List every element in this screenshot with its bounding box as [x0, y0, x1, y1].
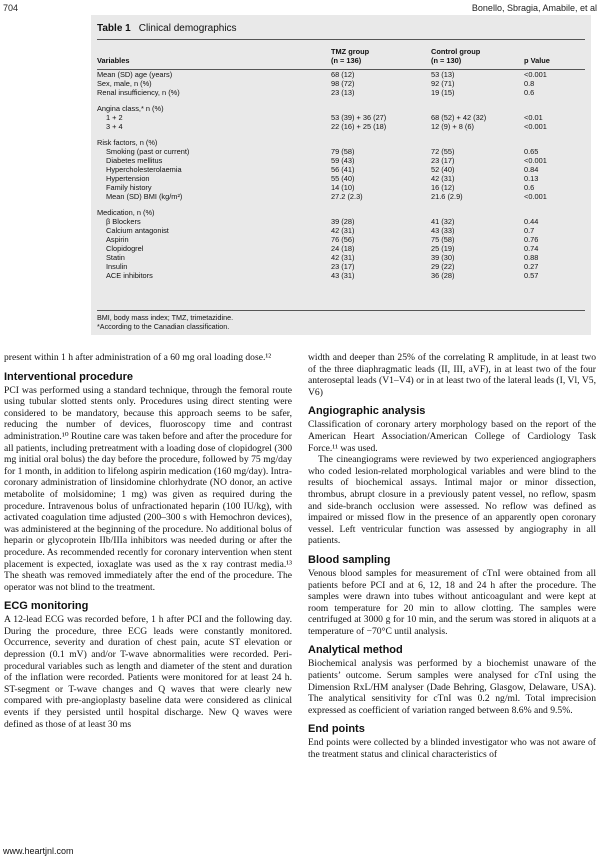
cell-control: 52 (40) — [431, 165, 455, 174]
cell-p-value: 0.76 — [524, 235, 539, 244]
cell-p-value: <0.001 — [524, 122, 547, 131]
cell-p-value: 0.13 — [524, 174, 539, 183]
cell-control: 12 (9) + 8 (6) — [431, 122, 474, 131]
table-title — [97, 23, 237, 34]
cell-tmz: 55 (40) — [331, 174, 355, 183]
table-footer-rule — [97, 310, 585, 311]
section-heading: Blood sampling — [308, 553, 391, 566]
cell-p-value: 0.8 — [524, 79, 535, 88]
cell-tmz: 79 (58) — [331, 147, 355, 156]
cell-control: 92 (71) — [431, 79, 455, 88]
section-heading: Interventional procedure — [4, 370, 133, 383]
cell-tmz: 76 (56) — [331, 235, 355, 244]
cell-control: 42 (31) — [431, 174, 455, 183]
cell-variable: Renal insufficiency, n (%) — [97, 88, 180, 97]
table-row — [97, 156, 585, 165]
cell-p-value: 0.84 — [524, 165, 539, 174]
cell-variable: Aspirin — [106, 235, 129, 244]
cell-tmz: 59 (43) — [331, 156, 355, 165]
cell-variable: Angina class,* n (%) — [97, 104, 164, 113]
cell-p-value: 0.74 — [524, 244, 539, 253]
cell-variable: Hypertension — [106, 174, 150, 183]
cell-control: 53 (13) — [431, 70, 455, 79]
header-control-group — [431, 47, 480, 65]
cell-p-value: 0.6 — [524, 183, 535, 192]
left-text-column — [4, 352, 292, 730]
cell-control: 36 (28) — [431, 271, 455, 280]
table-note-angina: *According to the Canadian classification. — [97, 322, 230, 331]
cell-variable: Insulin — [106, 262, 128, 271]
cell-control: 41 (32) — [431, 217, 455, 226]
table-row — [97, 113, 585, 122]
cell-tmz: 98 (72) — [331, 79, 355, 88]
body-paragraph: End points were collected by a blinded investigator who was not aware of the treatment status and clinical characteristics of — [308, 737, 596, 761]
cell-tmz: 14 (10) — [331, 183, 355, 192]
table-row — [97, 226, 585, 235]
cell-tmz: 22 (16) + 25 (18) — [331, 122, 387, 131]
body-paragraph: present within 1 h after administration of a 60 mg oral loading dose.¹² — [4, 352, 272, 363]
cell-p-value: 0.27 — [524, 262, 539, 271]
cell-p-value: <0.001 — [524, 70, 547, 79]
header-variables: Variables — [97, 56, 130, 65]
cell-variable: Statin — [106, 253, 125, 262]
table-row — [97, 183, 585, 192]
page-number: 704 — [3, 3, 19, 13]
table-row — [97, 262, 585, 271]
table-row — [97, 244, 585, 253]
cell-variable: Mean (SD) BMI (kg/m²) — [106, 192, 183, 201]
cell-tmz: 53 (39) + 36 (27) — [331, 113, 387, 122]
cell-tmz: 24 (18) — [331, 244, 355, 253]
cell-control: 68 (52) + 42 (32) — [431, 113, 487, 122]
right-text-column — [308, 352, 596, 761]
cell-control: 75 (58) — [431, 235, 455, 244]
journal-url: www.heartjnl.com — [3, 846, 74, 856]
cell-variable: 3 + 4 — [106, 122, 123, 131]
table-row — [97, 192, 585, 201]
table-label: Table 1 — [97, 23, 131, 34]
section-heading: End points — [308, 723, 365, 736]
cell-tmz: 42 (31) — [331, 226, 355, 235]
cell-tmz: 68 (12) — [331, 70, 355, 79]
header-tmz-title: TMZ group — [331, 47, 370, 56]
running-head: Bonello, Sbragia, Amabile, et al — [471, 3, 597, 13]
cell-p-value: <0.001 — [524, 156, 547, 165]
cell-control: 16 (12) — [431, 183, 455, 192]
cell-tmz: 56 (41) — [331, 165, 355, 174]
body-paragraph: PCI was performed using a standard technique, through the femoral route using tubular slotted stents only. Procedures using direct stenting were considered to be mandatory, because this approach seems to be safer, reducing the number of devices, fluoroscopy time and contrast administration.¹⁰ Routine care was taken before and after the procedure for all patients, including pretreatment with a loading dose of clopidogrel (300 mg initial oral bolus) the day before the procedure, followed by 75 mg/day for 1 month, in addition to lifelong aspirin medication (160 mg/day). Intra-coronary administration of linsidomine chlorhydrate (NO donor, an active metabolite of molsidomine; 1 mg) was given as required during the procedure. Intravenous bolus of unfractionated heparin (100 IU/kg), with activated coagulation time adjusted (200–300 s with Hemochron devices), was administered at the beginning of the procedure. No additional bolus of heparin or glycoprotein IIb/IIIa inhibitors was needed during or after the procedure. As recommended recently for coronary intervention when stent placement is expected, ioxaglate was used as the x ray contrast media.¹³ The sheath was removed immediately after the end of the procedure. The operator was not blind to the treatment. — [4, 384, 292, 593]
table-1 — [91, 15, 591, 335]
cell-tmz: 23 (17) — [331, 262, 355, 271]
cell-tmz: 39 (28) — [331, 217, 355, 226]
cell-p-value: <0.001 — [524, 192, 547, 201]
table-row — [97, 70, 585, 79]
header-control-n: (n = 130) — [431, 56, 462, 65]
section-heading: ECG monitoring — [4, 600, 89, 613]
cell-variable: β Blockers — [106, 217, 141, 226]
table-row — [97, 147, 585, 156]
table-row — [97, 122, 585, 131]
table-row — [97, 253, 585, 262]
table-section-row — [97, 104, 585, 113]
cell-p-value: 0.7 — [524, 226, 535, 235]
section-heading: Angiographic analysis — [308, 405, 426, 418]
header-tmz-group — [331, 47, 369, 65]
table-row — [97, 235, 585, 244]
body-paragraph: Classification of coronary artery morphology based on the report of the American Heart Association/American College of Cardiology Task Force.¹¹ was used. — [308, 419, 596, 454]
cell-p-value: 0.44 — [524, 217, 539, 226]
header-tmz-n: (n = 136) — [331, 56, 362, 65]
table-row — [97, 217, 585, 226]
table-row — [97, 79, 585, 88]
cell-variable: Calcium antagonist — [106, 226, 169, 235]
cell-variable: Diabetes mellitus — [106, 156, 163, 165]
cell-variable: ACE inhibitors — [106, 271, 153, 280]
cell-control: 21.6 (2.9) — [431, 192, 463, 201]
cell-control: 29 (22) — [431, 262, 455, 271]
body-paragraph: Venous blood samples for measurement of cTnI were obtained from all patients before PCI and at 6, 12, 18 and 24 h after the procedure. The samples were drawn into tubes without anticoagulant and were kept at room temperature for 20 min to allow clotting. The samples were centrifuged at 3000 g for 10 min, and the serum was stored in aliquots at a temperature of −70°C until analysis. — [308, 567, 596, 637]
table-note-abbrev: BMI, body mass index; TMZ, trimetazidine. — [97, 313, 234, 322]
cell-variable: Family history — [106, 183, 152, 192]
cell-tmz: 43 (31) — [331, 271, 355, 280]
header-control-title: Control group — [431, 47, 481, 56]
header-p-value: p Value — [524, 56, 550, 65]
cell-p-value: 0.65 — [524, 147, 539, 156]
cell-control: 19 (15) — [431, 88, 455, 97]
table-row — [97, 165, 585, 174]
cell-control: 25 (19) — [431, 244, 455, 253]
cell-control: 39 (30) — [431, 253, 455, 262]
cell-p-value: 0.88 — [524, 253, 539, 262]
body-paragraph: Biochemical analysis was performed by a biochemist unaware of the patients’ outcome. Serum samples were analysed for cTnI using the Dimension RxL/HM analyser (Dade Behring, Glasgow, Delaware, USA). The analytical sensitivity for cTnI was 0.2 ng/ml. Total imprecision expressed as coefficient of variation ranged between 8.6% and 9.5%. — [308, 658, 596, 716]
cell-variable: Sex, male, n (%) — [97, 79, 152, 88]
cell-control: 72 (55) — [431, 147, 455, 156]
table-section-row — [97, 138, 585, 147]
cell-variable: Mean (SD) age (years) — [97, 70, 173, 79]
cell-tmz: 27.2 (2.3) — [331, 192, 363, 201]
cell-p-value: <0.01 — [524, 113, 543, 122]
cell-control: 43 (33) — [431, 226, 455, 235]
table-caption: Clinical demographics — [138, 23, 237, 34]
cell-p-value: 0.6 — [524, 88, 535, 97]
body-paragraph: width and deeper than 25% of the correlating R amplitude, in at least two of the three diaphragmatic leads (II, III, aVF), in at least two of the four anteroseptal leads (V1–V4) or in at least two of the lateral leads (I, Vl, V5, V6) — [308, 352, 596, 398]
cell-variable: Medication, n (%) — [97, 208, 155, 217]
cell-variable: 1 + 2 — [106, 113, 123, 122]
table-header-row — [97, 39, 585, 70]
section-heading: Analytical method — [308, 644, 403, 657]
cell-control: 23 (17) — [431, 156, 455, 165]
cell-variable: Clopidogrel — [106, 244, 144, 253]
cell-p-value: 0.57 — [524, 271, 539, 280]
body-paragraph: The cineangiograms were reviewed by two experienced angiographers who coded lesion-related morphological variables and were blind to the results of biochemical assays. Intimal major or minor dissection, thrombus, abrupt closure in a previously patent vessel, no reflow, spasm and side-branch occlusion were assessed. No reflow was defined as impaired or missed flow in the presence of an apparently open coronary vessel. Left ventricular function was assessed by angiography in all patients. — [308, 454, 596, 547]
table-row — [97, 174, 585, 183]
table-row — [97, 88, 585, 97]
cell-variable: Hypercholesterolaemia — [106, 165, 182, 174]
cell-tmz: 23 (13) — [331, 88, 355, 97]
cell-tmz: 42 (31) — [331, 253, 355, 262]
body-paragraph: A 12-lead ECG was recorded before, 1 h after PCI and the following day. During the procedure, three ECG leads were constantly monitored. Occurrence, severity and duration of chest pain, acute ST elevation or depression (0.1 mV) and/or T-wave abnormalities were recorded. Peri-procedural variables such as length and diameter of the stent and duration of the inflation were recorded. Patients were monitored for at least 24 h. ST-segment or T-wave changes and Q waves that were clearly new compared with pre-angioplasty baseline data were considered as clinical events if they persisted until hospital discharge. New Q waves were defined as those of at least 30 ms — [4, 614, 292, 730]
table-section-row — [97, 208, 585, 217]
cell-variable: Risk factors, n (%) — [97, 138, 158, 147]
table-row — [97, 271, 585, 280]
cell-variable: Smoking (past or current) — [106, 147, 190, 156]
